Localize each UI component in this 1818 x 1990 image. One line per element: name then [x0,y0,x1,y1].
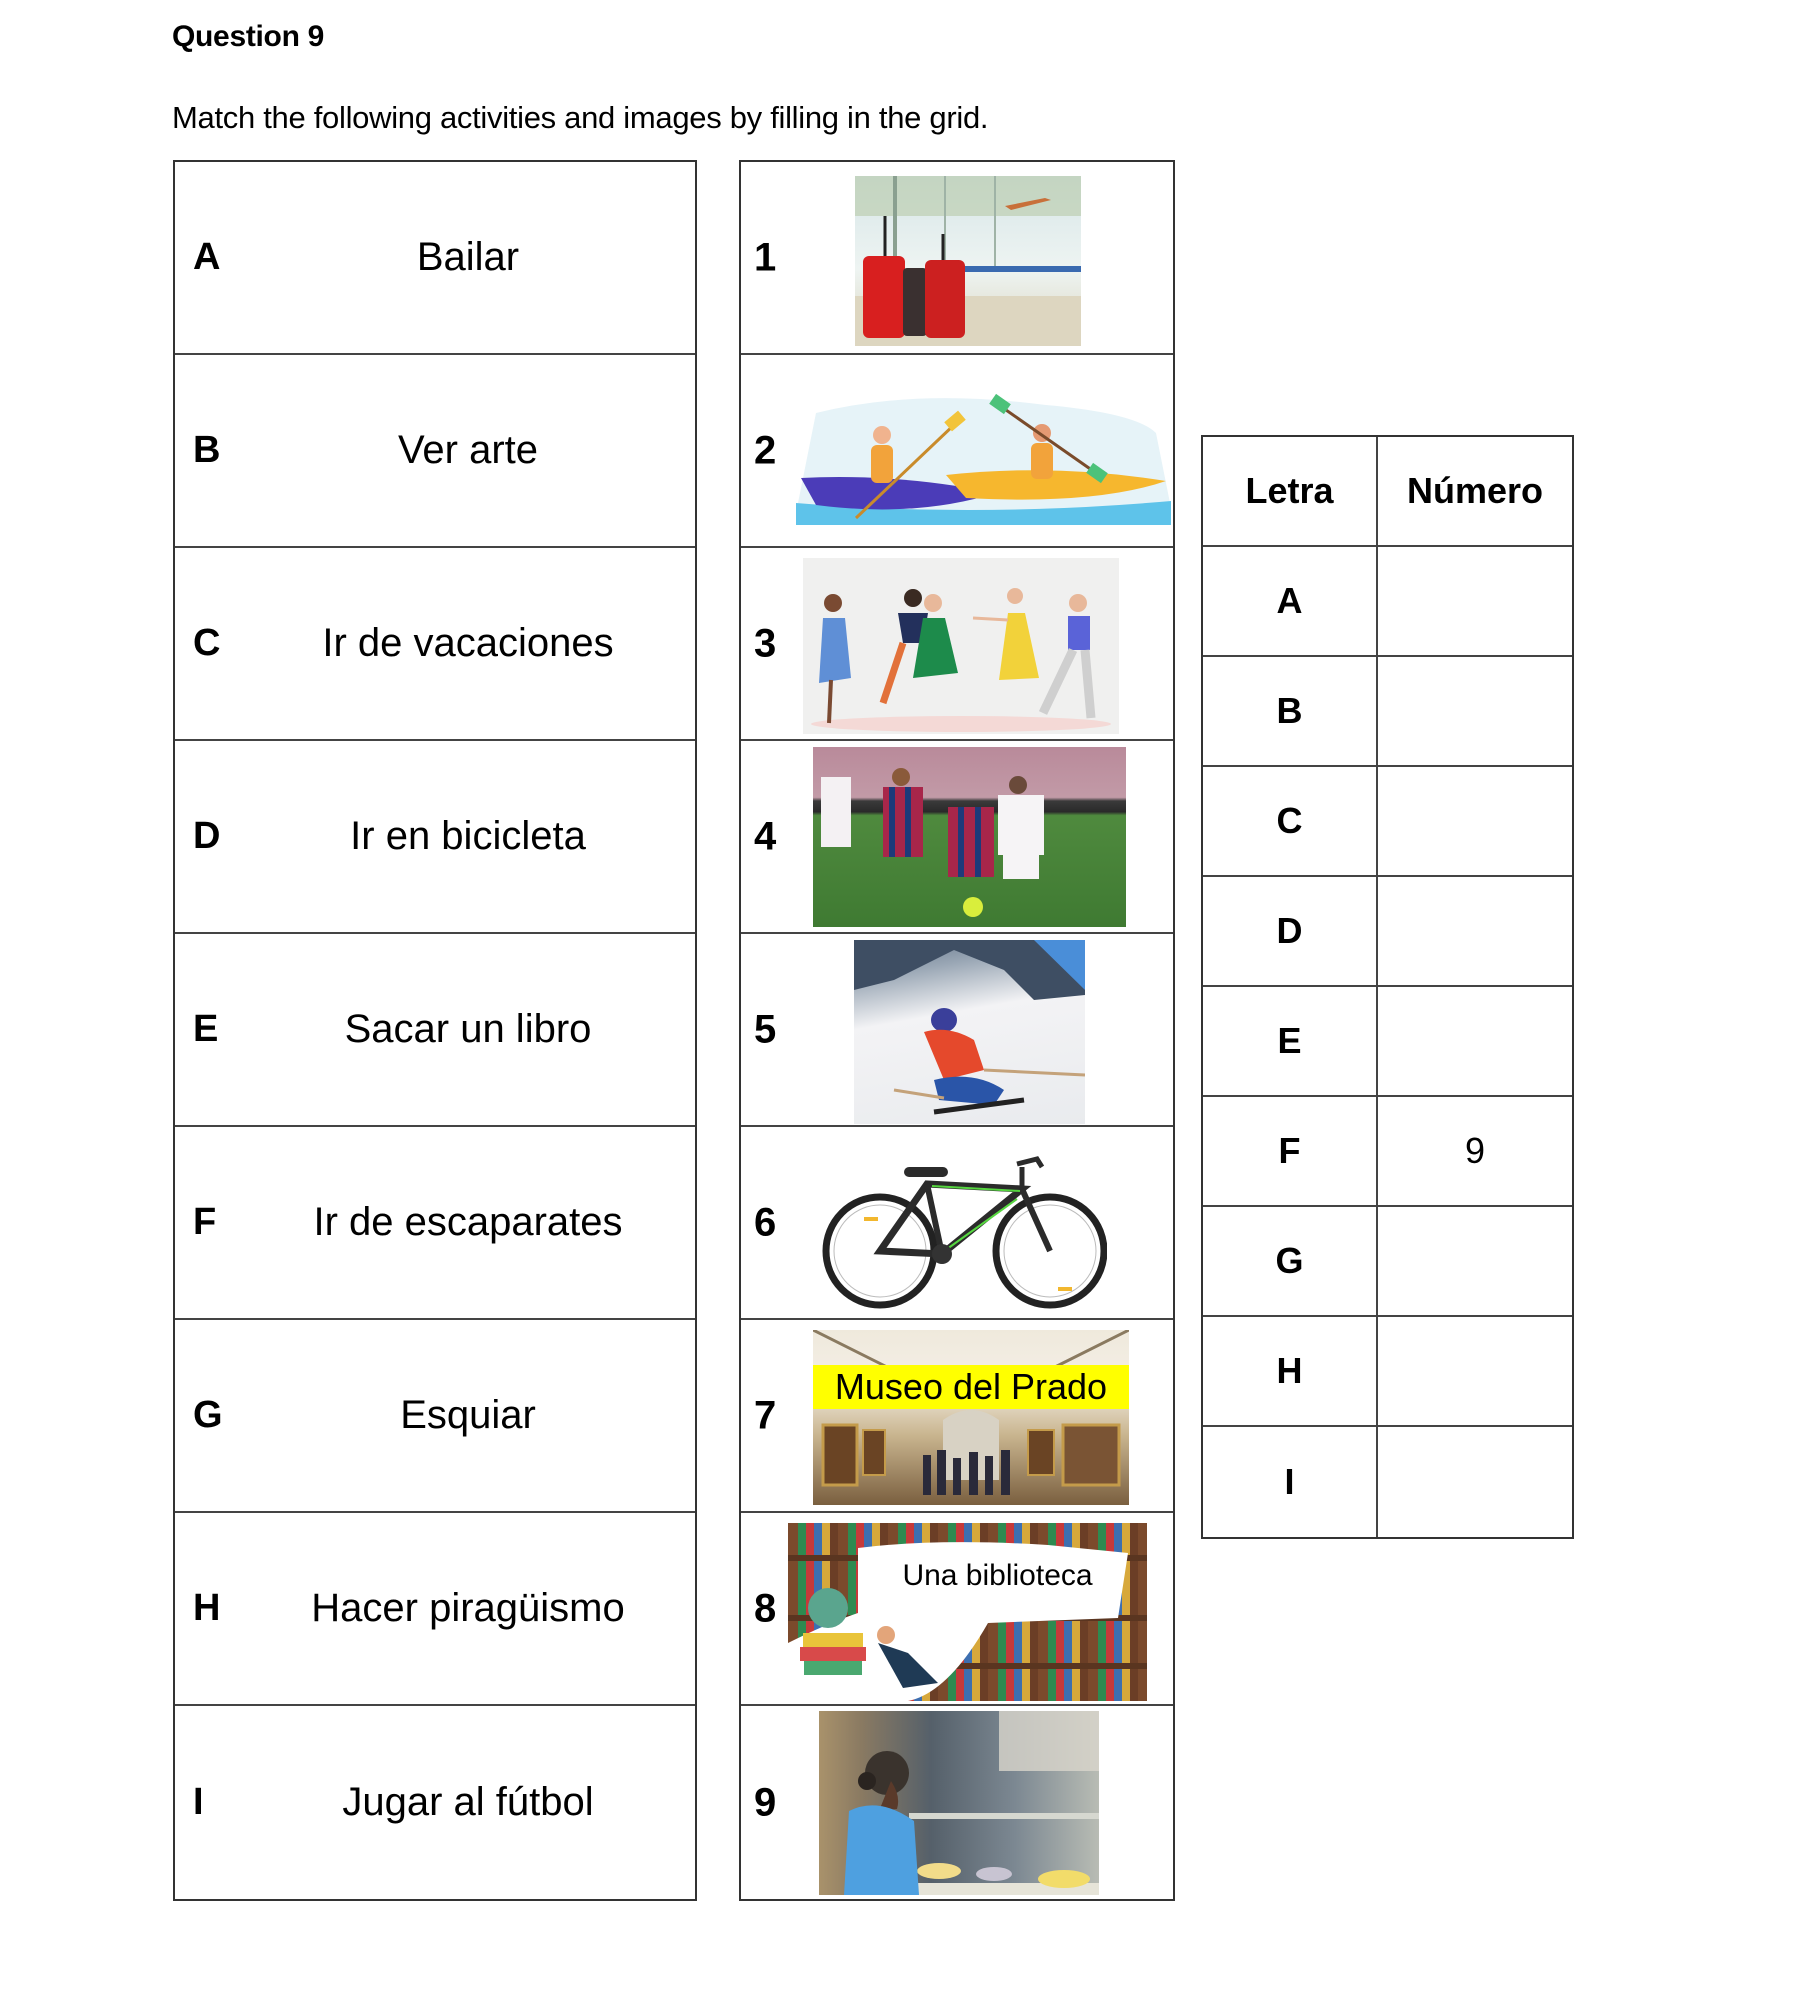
bicycle-icon [822,1139,1107,1311]
image-row-1 [741,162,1173,355]
activity-letter: G [193,1394,223,1436]
kayaking-icon [796,393,1171,525]
grid-row-e [1203,987,1572,1097]
question-instructions: Match the following activities and images by filling in the grid. [172,100,989,135]
grid-row-i [1203,1427,1572,1537]
grid-letter: A [1203,547,1378,655]
suitcases-at-airport-icon [855,176,1081,346]
activity-label: Esquiar [400,1393,536,1437]
grid-number-input[interactable] [1378,1317,1572,1425]
grid-header-numero: Número [1406,470,1544,511]
grid-header-letra: Letra [1203,437,1378,545]
image-row-5 [741,934,1173,1127]
activity-row-c [175,548,695,741]
question-title: Question 9 [172,20,325,53]
activity-row-g [175,1320,695,1513]
museum-caption: Museo del Prado [813,1365,1129,1409]
activity-label: Ir de escaparates [313,1200,623,1244]
grid-row-a [1203,547,1572,657]
grid-letter: G [1203,1207,1378,1315]
library-caption: Una biblioteca [902,1559,1093,1592]
activity-row-d [175,741,695,934]
grid-number-input[interactable] [1378,877,1572,985]
grid-row-c [1203,767,1572,877]
activity-row-i [175,1706,695,1899]
image-number: 6 [754,1200,777,1244]
images-table [739,160,1175,1901]
image-number: 2 [754,428,777,472]
activity-label: Bailar [416,235,520,279]
grid-header-row [1203,437,1572,547]
library-icon [788,1523,1147,1701]
image-row-3 [741,548,1173,741]
activity-label: Jugar al fútbol [342,1780,594,1824]
activity-row-e [175,934,695,1127]
image-row-7 [741,1320,1173,1513]
image-number: 9 [754,1780,777,1824]
activity-row-a [175,162,695,355]
image-number: 1 [754,235,777,279]
dancing-people-icon [803,558,1119,734]
activity-row-f [175,1127,695,1320]
grid-number-input[interactable]: 9 [1464,1130,1486,1171]
image-number: 4 [754,814,777,858]
image-row-4 [741,741,1173,934]
skier-icon [854,940,1085,1124]
grid-row-f [1203,1097,1572,1207]
image-row-6 [741,1127,1173,1320]
activity-letter: A [193,236,221,278]
activity-letter: B [193,429,221,471]
grid-row-h [1203,1317,1572,1427]
activity-label: Ir de vacaciones [322,621,614,665]
grid-letter: F [1203,1097,1378,1205]
activity-letter: F [193,1201,217,1243]
grid-number-input[interactable] [1378,987,1572,1095]
grid-number-input[interactable] [1378,547,1572,655]
image-number: 8 [754,1586,777,1630]
image-row-9 [741,1706,1173,1899]
football-match-icon [813,747,1126,927]
grid-letter: I [1203,1427,1378,1537]
activity-letter: D [193,815,221,857]
grid-row-b [1203,657,1572,767]
grid-number-input[interactable] [1378,657,1572,765]
image-number: 5 [754,1007,777,1051]
image-row-8 [741,1513,1173,1706]
image-number: 3 [754,621,777,665]
grid-row-d [1203,877,1572,987]
image-number: 7 [754,1393,777,1437]
grid-letter: H [1203,1317,1378,1425]
activity-row-h [175,1513,695,1706]
activities-table [173,160,697,1901]
museum-gallery-icon [813,1330,1129,1505]
activity-letter: E [193,1008,219,1050]
activity-label: Hacer piragüismo [311,1586,625,1630]
grid-number-input[interactable] [1378,1427,1572,1537]
grid-letter: D [1203,877,1378,985]
grid-letter: C [1203,767,1378,875]
activity-letter: H [193,1587,221,1629]
activity-label: Ver arte [397,428,539,472]
activity-row-b [175,355,695,548]
activity-label: Sacar un libro [344,1007,592,1051]
activity-label: Ir en bicicleta [350,814,586,858]
image-row-2 [741,355,1173,548]
activity-letter: I [193,1781,204,1823]
answer-grid [1201,435,1574,1539]
grid-number-input[interactable] [1378,1207,1572,1315]
window-shopping-icon [819,1711,1099,1895]
grid-row-g [1203,1207,1572,1317]
grid-letter: E [1203,987,1378,1095]
grid-number-input[interactable] [1378,767,1572,875]
grid-letter: B [1203,657,1378,765]
activity-letter: C [193,622,221,664]
